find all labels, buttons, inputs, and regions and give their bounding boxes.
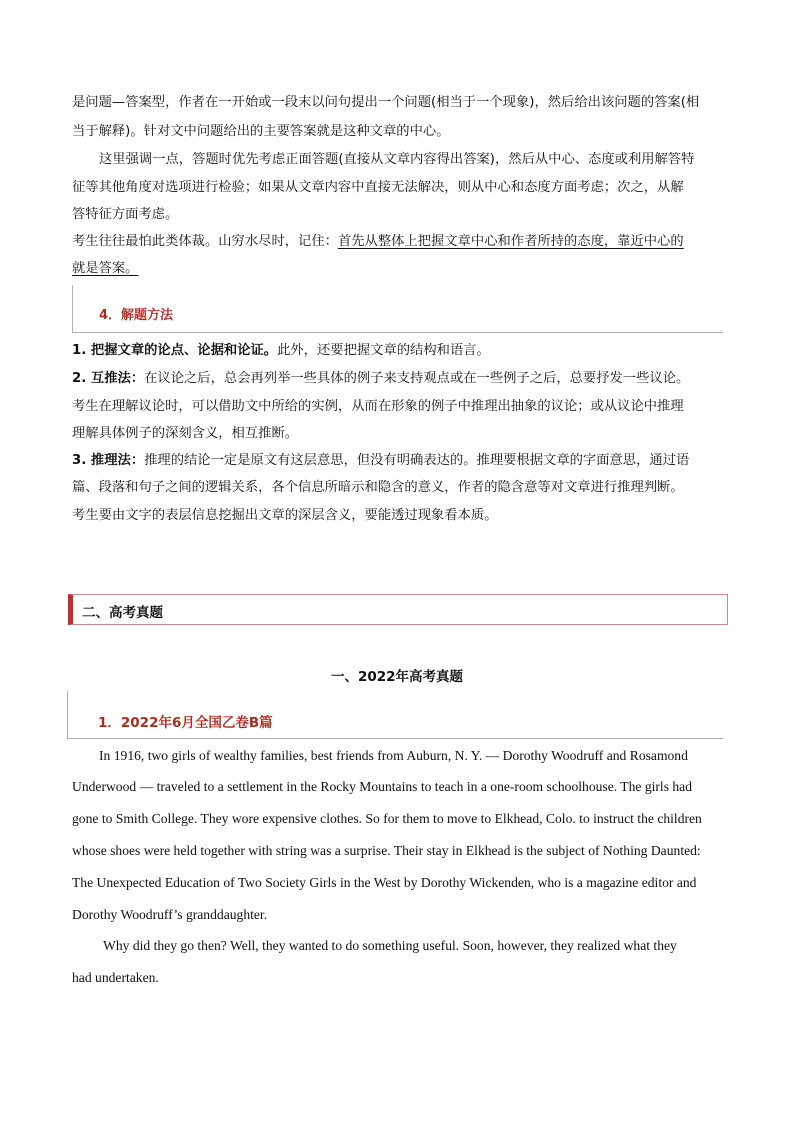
section2-title: 二、高考真题 bbox=[82, 605, 163, 621]
method-item-2 bbox=[72, 364, 689, 393]
method-item-3-heading: 3. 推理法： bbox=[72, 453, 145, 468]
passage-p2-line-2: had undertaken. bbox=[72, 970, 159, 985]
subsection-title: 一、2022年高考真题 bbox=[330, 669, 464, 685]
emphasis-line-2: 征等其他角度对选项进行检验；如果从文章内容中直接无法解决，则从中心和态度方面考虑；次之，从解 bbox=[72, 180, 684, 195]
method-item-2-line-3: 理解具体例子的深刻含义，相互推断。 bbox=[72, 426, 299, 441]
method-item-1-text: 此外，还要把握文章的结构和语言。 bbox=[277, 343, 490, 358]
passage-p1-line-5: The Unexpected Education of Two Society Girls in the West by Dorothy Wickenden, who is a magazine editor and bbox=[72, 875, 697, 890]
tip-prefix: 考生往往最怕此类体裁。山穷水尽时，记住： bbox=[72, 234, 338, 249]
method-item-2-text: 在议论之后，总会再列举一些具体的例子来支持观点或在一些例子之后，总要抒发一些议论。 bbox=[144, 371, 690, 386]
emphasis-line-3: 答特征方面考虑。 bbox=[72, 207, 179, 222]
method-item-2-line-2: 考生在理解议论时，可以借助文中所给的实例，从而在形象的例子中推理出抽象的议论；或从议论中推理 bbox=[72, 399, 684, 414]
section2-header-bar bbox=[68, 594, 728, 625]
method-item-3-text: 推理的结论一定是原文有这层意思，但没有明确表达的。推理要根据文章的字面意思，通过语 bbox=[144, 453, 690, 468]
method-item-3 bbox=[72, 446, 689, 475]
passage-p1-line-3: gone to Smith College. They wore expensive clothes. So for them to move to Elkhead, Colo. to instruct the children bbox=[72, 811, 702, 826]
passage-p1-line-1: In 1916, two girls of wealthy families, best friends from Auburn, N. Y. — Dorothy Woodruff and Rosamond bbox=[99, 748, 688, 763]
method-item-2-heading: 2. 互推法： bbox=[72, 371, 145, 386]
passage-p1-line-4: whose shoes were held together with string was a surprise. Their stay in Elkhead is the subject of Nothing Daunted: bbox=[72, 843, 701, 858]
method-item-1 bbox=[72, 336, 490, 365]
tip-line-1 bbox=[72, 227, 684, 256]
tip-line-2 bbox=[72, 254, 138, 283]
method-item-1-heading: 1. 把握文章的论点、论据和论证。 bbox=[72, 343, 278, 358]
item1-title: 1．2022年6月全国乙卷B篇 bbox=[98, 715, 273, 731]
section4-title: 4．解题方法 bbox=[99, 308, 174, 323]
tip-underlined-2: 就是答案。 bbox=[72, 261, 139, 276]
passage-p2-line-1: Why did they go then? Well, they wanted to do something useful. Soon, however, they realized what they bbox=[103, 938, 677, 953]
method-item-3-line-3: 考生要由文字的表层信息挖掘出文章的深层含义，要能透过现象看本质。 bbox=[72, 508, 498, 523]
passage-p1-line-2: Underwood — traveled to a settlement in the Rocky Mountains to teach in a one-room schoolhouse. The girls had bbox=[72, 779, 693, 794]
passage-p1-line-6: Dorothy Woodruff’s granddaughter. bbox=[72, 907, 268, 922]
tip-underlined-1: 首先从整体上把握文章中心和作者所持的态度，靠近中心的 bbox=[337, 234, 684, 249]
intro-line-1: 是问题—答案型，作者在一开始或一段末以问句提出一个问题(相当于一个现象)，然后给出该问题的答案(相 bbox=[72, 95, 700, 110]
method-item-3-line-2: 篇、段落和句子之间的逻辑关系，各个信息所暗示和隐含的意义，作者的隐含意等对文章进行推理判断。 bbox=[72, 480, 684, 495]
intro-line-2: 当于解释)。针对文中问题给出的主要答案就是这种文章的中心。 bbox=[72, 124, 450, 139]
emphasis-line-1: 这里强调一点，答题时优先考虑正面答题(直接从文章内容得出答案)，然后从中心、态度或利用解答特 bbox=[99, 152, 695, 167]
